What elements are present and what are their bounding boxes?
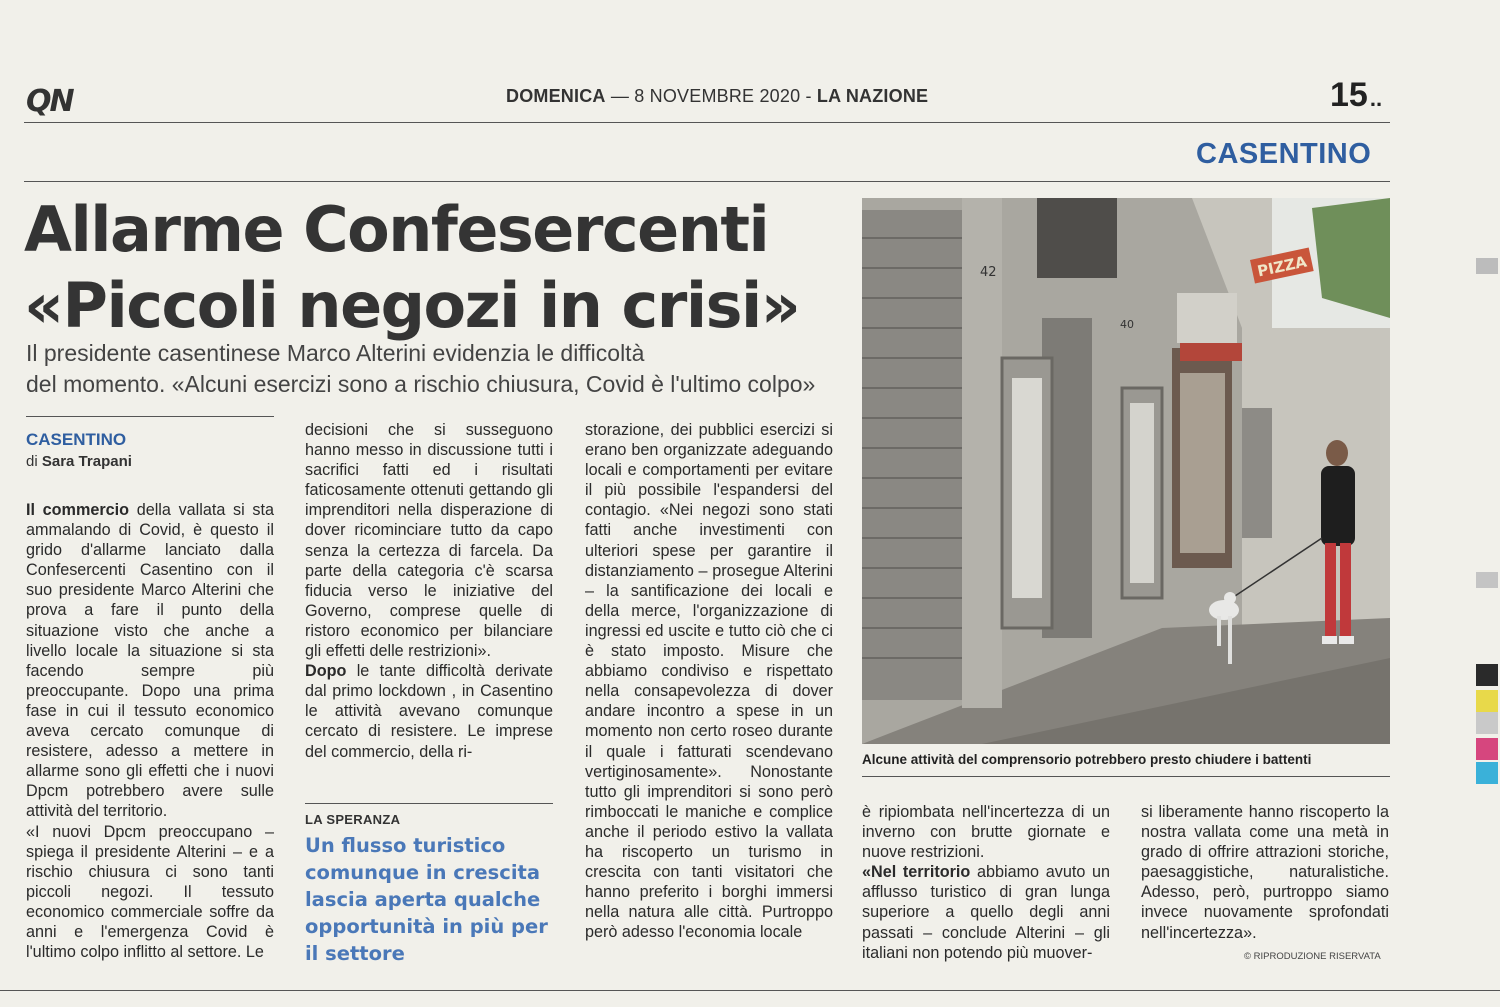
section-tag: CASENTINO [1196, 138, 1372, 170]
registration-mark-black [1476, 664, 1498, 686]
dateline-paper: LA NAZIONE [816, 86, 929, 106]
pizza-sign: PIZZA [1255, 252, 1309, 281]
sidebar-label: LA SPERANZA [305, 812, 401, 827]
registration-mark-magenta [1476, 738, 1498, 760]
registration-mark-cyan [1476, 762, 1498, 784]
paragraph: decisioni che si susseguono hanno messo in discussione tutti i sacrifici fatti ed i risultati faticosamente ottenuti gettando gli imprenditori nella disperazione di dover ricominciare tutto da capo senza la certezza di farcela. Da parte della categoria c'è scarsa fiducia verso le iniziative del Governo, comprese quelle di ristoro economico per bilanciare gli effetti delle restrizioni». [305, 421, 553, 661]
street-scene-image [862, 198, 1390, 744]
headline [24, 192, 844, 344]
byline-rule [26, 416, 274, 417]
house-number-42: 42 [980, 265, 997, 280]
paragraph: è ripiombata nell'incertezza di un inverno con brutte giornate e nuove restrizioni. [862, 803, 1110, 862]
dateline-day: DOMENICA [506, 86, 606, 106]
caption-rule [862, 776, 1390, 777]
newspaper-logo: QN [26, 84, 73, 119]
byline [26, 453, 132, 470]
subheadline-line-1: Il presidente casentinese Marco Alterini evidenzia le difficoltà [26, 340, 645, 366]
subheadline-line-2: del momento. «Alcuni esercizi sono a rischio chiusura, Covid è l'ultimo colpo» [26, 371, 816, 397]
section-rule [24, 181, 1390, 182]
paragraph: «I nuovi Dpcm preoccupano – spiega il presidente Alterini – e a rischio chiusura ci sono tanti piccoli negozi. Il tessuto economico commerciale soffre da anni e l'emergenza Covid è l'ultimo colpo inflitto al settore. Le [26, 822, 274, 962]
photo-caption: Alcune attività del comprensorio potrebbero presto chiudere i battenti [862, 752, 1312, 767]
footer-rule [0, 990, 1500, 991]
header-rule [24, 122, 1390, 123]
paragraph: si liberamente hanno riscoperto la nostra vallata come una metà in grado di offrire attrazioni storiche, paesaggistiche, naturalistiche. Adesso, però, purtroppo siamo invece nuovamente sprofondati nell'incertezza». [1141, 803, 1389, 942]
paragraph-lead: Dopo [305, 662, 347, 681]
paragraph-lead: Il commercio [26, 501, 130, 519]
paragraph: «Nel territorio abbiamo avuto un afflusso turistico di gran lunga superiore a quello degli anni passati – conclude Alterini – gli italiani non potendo più muover- [862, 863, 1110, 962]
paragraph: Il commercio della vallata si sta ammalando di Covid, è questo il grido d'allarme lanciato dalla Confesercenti Casentino con il suo presidente Marco Alterini che prova a fare il punto della situazione visto che anche a livello locale la situazione si sta facendo sempre più preoccupante. Dopo una prima fase in cui il tessuto economico aveva cercato comunque di resistere, adesso a mettere in allarme sono gli effetti che i nuovi Dpcm potrebbero avere sulle attività del territorio. [26, 501, 274, 821]
registration-mark-grey [1476, 258, 1498, 274]
headline-line-1: Allarme Confesercenti [24, 193, 769, 266]
registration-mark-grey [1476, 712, 1498, 734]
subheadline [26, 338, 856, 400]
article-column-2 [305, 420, 553, 762]
dateline-date: 8 NOVEMBRE 2020 [634, 86, 801, 106]
page-number-dots: .. [1369, 86, 1383, 111]
paragraph: storazione, dei pubblici esercizi si erano ben organizzate adeguando locali e comportamenti per evitare il più possibile l'espandersi del contagio. «Nei negozi sono stati fatti anche investimenti con ulteriori spese per garantire il distanziamento – prosegue Alterini – la santificazione dei locali e della merce, l'organizzazione di ingressi ed uscite e tutto ciò che ci è stato imposto. Misure che abbiamo condiviso e rispettato nella consapevolezza di dover andare incontro a spese in un momento non certo roseo durante il quale i fatturati scendevano vertiginosamente». Nonostante tutto gli imprenditori si sono però rimboccati le maniche e complice anche il periodo estivo la vallata ha riscoperto un turismo in crescita con tanti visitatori che hanno preferito i borghi immersi nella natura alle città. Purtroppo però adesso l'economia locale [585, 421, 833, 942]
byline-author: Sara Trapani [41, 453, 132, 470]
byline-prefix: di [26, 453, 38, 470]
color-registration-marks [1476, 0, 1498, 1007]
paragraph-lead: «Nel territorio [862, 863, 971, 882]
article-column-4 [862, 802, 1110, 963]
registration-mark-grey [1476, 572, 1498, 588]
registration-mark-yellow [1476, 690, 1498, 712]
page-number-value: 15 [1330, 76, 1368, 114]
article-column-3 [585, 420, 833, 942]
house-number-40: 40 [1120, 318, 1134, 331]
article-photo [862, 198, 1390, 744]
copyright-notice: © RIPRODUZIONE RISERVATA [1244, 951, 1381, 962]
headline-line-2: «Piccoli negozi in crisi» [24, 269, 800, 342]
sidebar-title: Un flusso turistico comunque in crescita lascia aperta qualche opportunità in più per il settore [305, 834, 548, 965]
sidebar-rule [305, 803, 553, 804]
page-number [1330, 76, 1382, 115]
dateline: DOMENICA — 8 NOVEMBRE 2020 - LA NAZIONE [506, 86, 929, 106]
byline-section: CASENTINO [26, 430, 127, 449]
article-column-1 [26, 500, 274, 962]
article-column-5 [1141, 802, 1389, 943]
paragraph: Dopo le tante difficoltà derivate dal primo lockdown , in Casentino le attività avevano comunque cercato di resistere. Le imprese del commercio, della ri- [305, 662, 553, 761]
